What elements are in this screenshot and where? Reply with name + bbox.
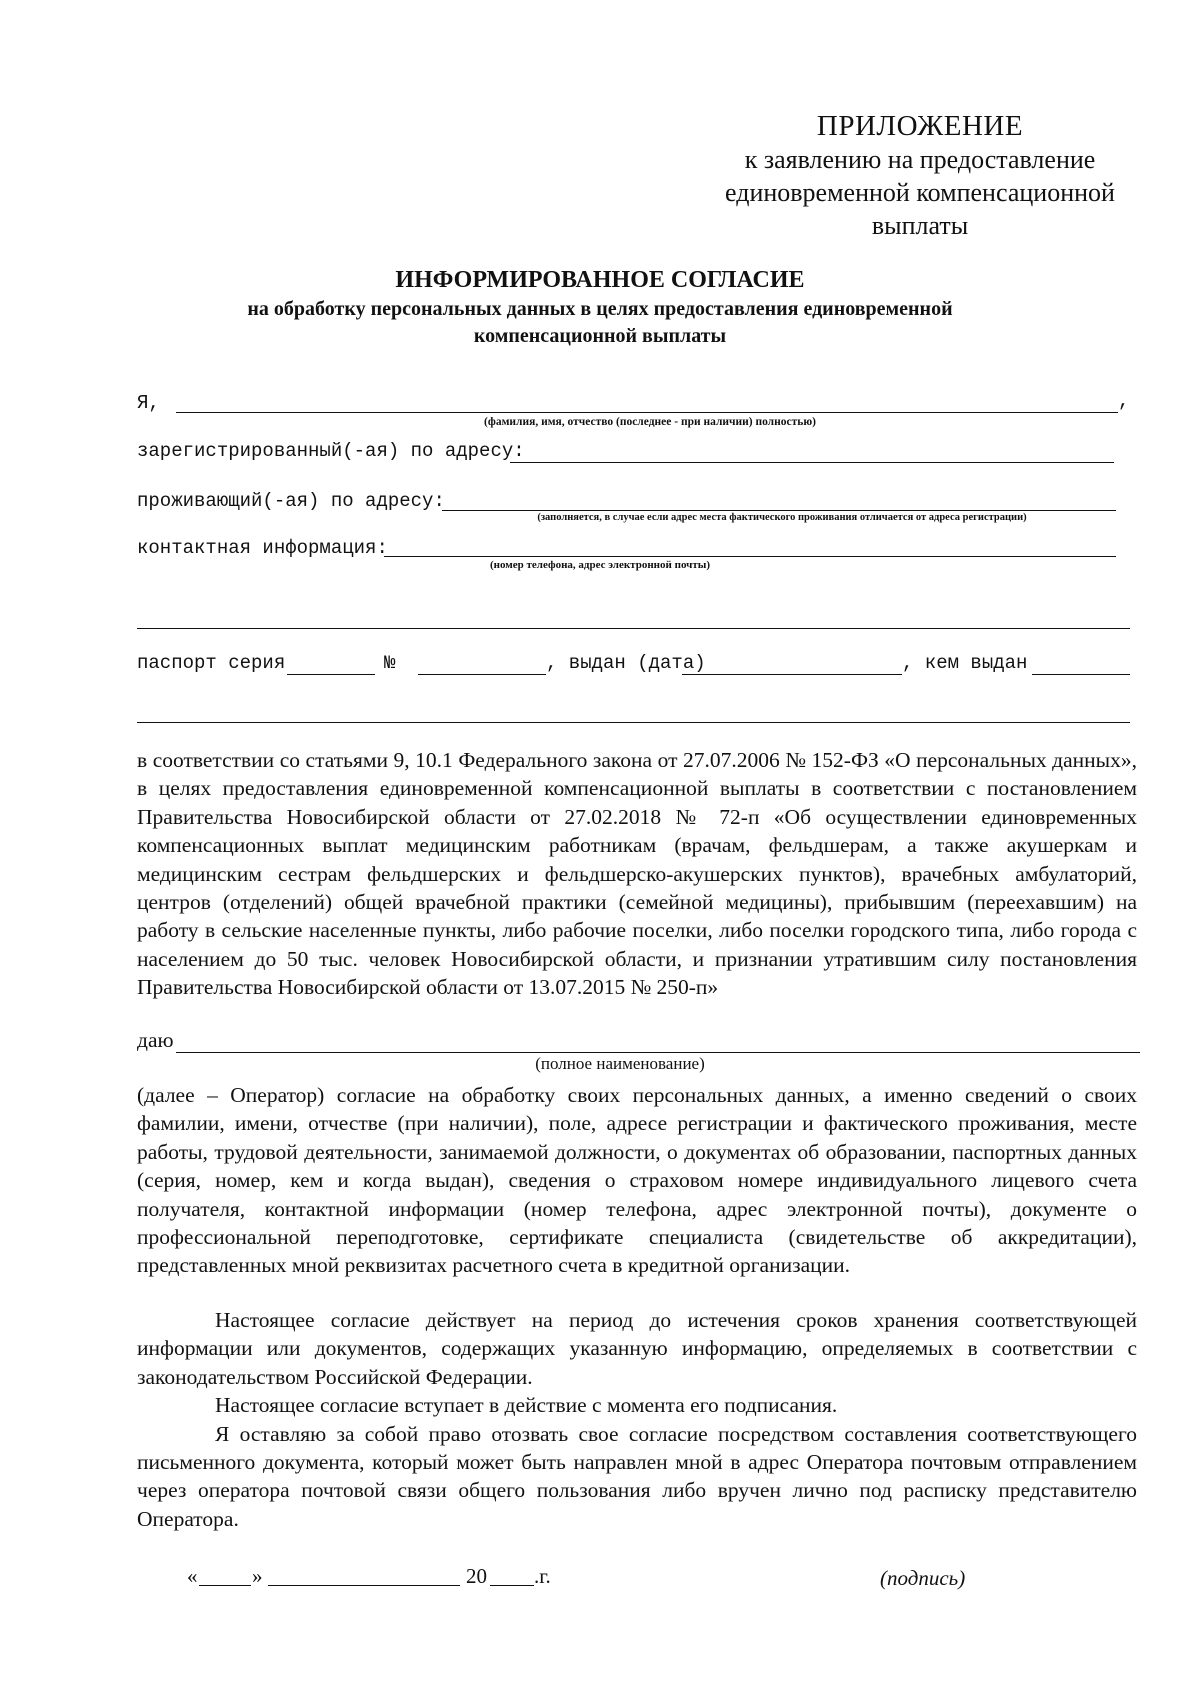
document-subtitle-line-2: компенсационной выплаты	[473, 325, 727, 347]
appendix-line-3: выплаты	[871, 211, 969, 240]
date-quote-close: »	[252, 1564, 263, 1588]
passport-series-input-line[interactable]	[287, 674, 375, 675]
name-comma: ,	[1118, 390, 1130, 412]
passport-issued-by-label: , кем выдан	[902, 652, 1028, 674]
name-input-line[interactable]	[176, 412, 1118, 413]
date-month-input-line[interactable]	[268, 1585, 460, 1586]
residence-address-hint: (заполняется, в случае если адрес места фактического проживания отличается от адреса регистрации)	[537, 512, 1027, 523]
name-label: Я,	[137, 392, 160, 414]
consent-scope-text: (далее – Оператор) согласие на обработку своих персональных данных, а именно сведений о своих фамилии, имени, отчестве (при наличии), поле, адресе регистрации и фактического проживания, месте работы, трудовой деятельности, занимаемой должности, о документах об образовании, паспортных данных (серия, номер, кем и когда выдан), сведения о страховом номере индивидуального лицевого счета получателя, контактной информации (номер телефона, адрес электронной почты), документе о профессиональной переподготовке, сертификате специалиста (свидетельстве об аккредитации), представленных мной реквизитах расчетного счета в кредитной организации.	[137, 1083, 1137, 1278]
passport-extra-line[interactable]	[137, 722, 1130, 723]
appendix-line-1: к заявлению на предоставление	[744, 145, 1096, 174]
date-year-suffix: .г.	[534, 1564, 551, 1588]
passport-issue-date-label: , выдан (дата)	[546, 652, 706, 674]
name-hint: (фамилия, имя, отчество (последнее - при наличии) полностью)	[484, 416, 816, 428]
residence-address-input-line[interactable]	[442, 510, 1116, 511]
date-year-prefix: 20	[466, 1564, 487, 1588]
operator-name-input-line[interactable]	[176, 1052, 1140, 1053]
consent-scope-paragraph	[137, 1081, 1137, 1280]
passport-issued-by-input-line[interactable]	[1032, 674, 1130, 675]
contact-info-extra-line[interactable]	[137, 628, 1130, 629]
date-quote-open: «	[187, 1564, 198, 1588]
appendix-title: ПРИЛОЖЕНИЕ	[816, 110, 1024, 142]
signature-label: (подпись)	[880, 1566, 966, 1590]
passport-issue-date-input-line[interactable]	[682, 674, 902, 675]
consent-effective-text: Настоящее согласие вступает в действие с момента его подписания.	[215, 1393, 838, 1418]
appendix-line-2: единовременной компенсационной	[725, 178, 1115, 207]
passport-number-input-line[interactable]	[418, 674, 546, 675]
operator-name-hint: (полное наименование)	[535, 1054, 705, 1073]
contact-info-label: контактная информация:	[137, 537, 388, 559]
contact-info-input-line[interactable]	[384, 556, 1116, 557]
consent-period-text: Настоящее согласие действует на период до истечения сроков хранения соответствующей информации или документов, содержащих указанную информацию, определяемых в соответствии с законодательством Российской Федерации.	[137, 1308, 1137, 1389]
consent-basis-paragraph	[137, 746, 1137, 1002]
residence-address-label: проживающий(-ая) по адресу:	[137, 490, 445, 512]
registration-address-input-line[interactable]	[510, 462, 1114, 463]
passport-series-label: паспорт серия	[137, 652, 286, 674]
document-title: ИНФОРМИРОВАННОЕ СОГЛАСИЕ	[395, 267, 805, 293]
date-day-input-line[interactable]	[199, 1585, 251, 1586]
give-label: даю	[137, 1028, 174, 1052]
document-subtitle-line-1: на обработку персональных данных в целях предоставления единовременной	[247, 298, 953, 320]
contact-info-hint: (номер телефона, адрес электронной почты)	[489, 559, 711, 571]
consent-terms-block	[137, 1306, 1137, 1533]
registration-address-label: зарегистрированный(-ая) по адресу:	[137, 440, 525, 462]
consent-withdrawal-text: Я оставляю за собой право отозвать свое согласие посредством составления соответствующего письменного документа, который может быть направлен мной в адрес Оператора почтовым отправлением через оператора почтовой связи общего пользования либо вручен лично под расписку представителю Оператора.	[137, 1421, 1137, 1531]
passport-number-label: №	[384, 652, 396, 674]
date-year-input-line[interactable]	[490, 1585, 534, 1586]
consent-basis-text: в соответствии со статьями 9, 10.1 Федерального закона от 27.07.2006 № 152-ФЗ «О персональных данных», в целях предоставления единовременной компенсационной выплаты в соответствии с постановлением Правительства Новосибирской области от 27.02.2018 № 72-п «Об осуществлении единовременных компенсационных выплат медицинским работникам (врачам, фельдшерам, а также акушеркам и медицинским сестрам фельдшерских и фельдшерско-акушерских пунктов), врачебных амбулаторий, центров (отделений) общей врачебной практики (семейной медицины), прибывшим (переехавшим) на работу в сельские населенные пункты, либо рабочие поселки, либо поселки городского типа, либо города с населением до 50 тыс. человек Новосибирской области, и признании утратившим силу постановления Правительства Новосибирской области от 13.07.2015 № 250-п»	[137, 748, 1137, 1000]
